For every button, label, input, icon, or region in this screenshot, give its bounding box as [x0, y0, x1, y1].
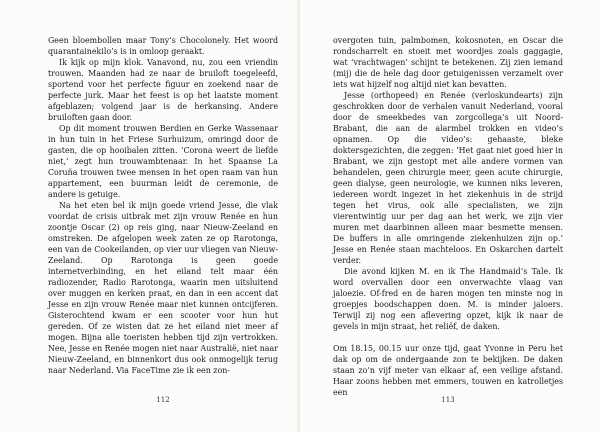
left-page-text — [48, 35, 278, 376]
right-page-text — [333, 35, 563, 398]
right-page — [300, 0, 600, 432]
paragraph: Na het eten bel ik mijn goede vriend Jesse, die vlak voordat de crisis uitbrak met zijn vrouw Renée en hun zoontje Oscar (2) op reis ging, naar Nieuw-Zeeland en omstreken. De afgelopen week zaten ze op Rarotonga, een van de Cookeilanden, op vier uur vliegen van Nieuw-Zeeland. Op Rarotonga is geen goede internetverbinding, en het eiland telt maar één radiozender, Radio Rarotonga, waarin men uitsluitend over muggen en kerken praat, en dan in een accent dat Jesse en zijn vrouw Renée maar niet kunnen ontcijferen. Gisterochtend kwam er een scooter voor hun hut gereden. Of ze wisten dat ze het eiland niet meer af mogen. Bijna alle toeristen hebben tijd zijn vertrokken. Nee, Jesse en Renée mogen niet naar Australië, niet naar Nieuw-Zeeland, en binnenkort dus ook onmogelijk terug naar Nederland. Via FaceTime zie ik een zon- — [48, 201, 278, 375]
paragraph: Op dit moment trouwen Berdien en Gerke Wassenaar in hun tuin in het Friese Surhuizum, omringd door de gasten, die op hooibalen zitten. ‘Corona weert de liefde niet,’ zegt hun trouwambtenaar. In het Spaanse La Coruña trouwen twee mensen in het open raam van hun appartement, een buurman leidt de ceremonie, de andere is getuige. — [48, 124, 278, 199]
paragraph: Die avond kijken M. en ik The Handmaid’s Tale. Ik word overvallen door een onverwachte vlaag van jaloezie. Of-fred en de haren mogen ten minste nog in groepjes boodschappen doen. M. is minder jaloers. Terwijl zij nog een aflevering opzet, kijk ik naar de gevels in mijn straat, het reliëf, de daken. — [333, 267, 563, 331]
paragraph: overgoten tuin, palmbomen, kokosnoten, en Oscar die rondscharrelt en stoeit met woordjes zoals gaggagie, wat ‘vrachtwagen’ schijnt te betekenen. Zij zien iemand (mij) die de hele dag door getuigenissen verzamelt over iets wat hijzelf nog altijd niet kan bevatten. — [333, 36, 563, 89]
page-number: 112 — [156, 396, 170, 404]
paragraph: Om 18.15, 00.15 uur onze tijd, gaat Yvonne in Peru het dak op om de ondergaande zon te bekijken. De daken staan zo’n vijf meter van elkaar af, een veilige afstand. Haar zoons hebben met emmers, touwen en katrolletjes een — [333, 344, 563, 397]
paragraph: Jesse (orthopeed) en Renée (verloskundearts) zijn geschrokken door de verhalen vanuit Nederland, vooral door de smeekbedes van zorgcollega’s uit Noord-Brabant, die aan de alarmbel trokken en video’s opnamen. Op die video’s: gehaaste, bleke doktersgezichten, die zeggen: ‘Het gaat niet goed hier in Brabant, we zijn gestopt met alle andere vormen van behandelen, geen chirurgie meer, geen acute chirurgie, geen dialyse, geen neurologie, we kunnen niks leveren, iedereen wordt ingezet in het ziekenhuis in de strijd tegen het virus, ook alle specialisten, we zijn vierentwintig uur per dag aan het werk, we zijn vier muren met daarbinnen alleen maar besmette mensen. De buffers in alle omringende ziekenhuizen zijn op.’ Jesse en Renée staan machteloos. En Oskarchen dartelt verder. — [333, 91, 563, 265]
page-number: 113 — [441, 396, 455, 404]
paragraph: Ik kijk op mijn klok. Vanavond, nu, zou een vriendin trouwen. Maanden had ze naar de bruiloft toegeleefd, sportend voor het perfecte figuur en zoekend naar de perfecte jurk. Maar het feest is op het laatste moment afgeblazen; volgend jaar is de herkansing. Andere bruiloften gaan door. — [48, 58, 278, 122]
paragraph: Geen bloembollen maar Tony’s Chocolonely. Het woord quarantainekilo’s is in omloop geraakt. — [48, 36, 278, 56]
